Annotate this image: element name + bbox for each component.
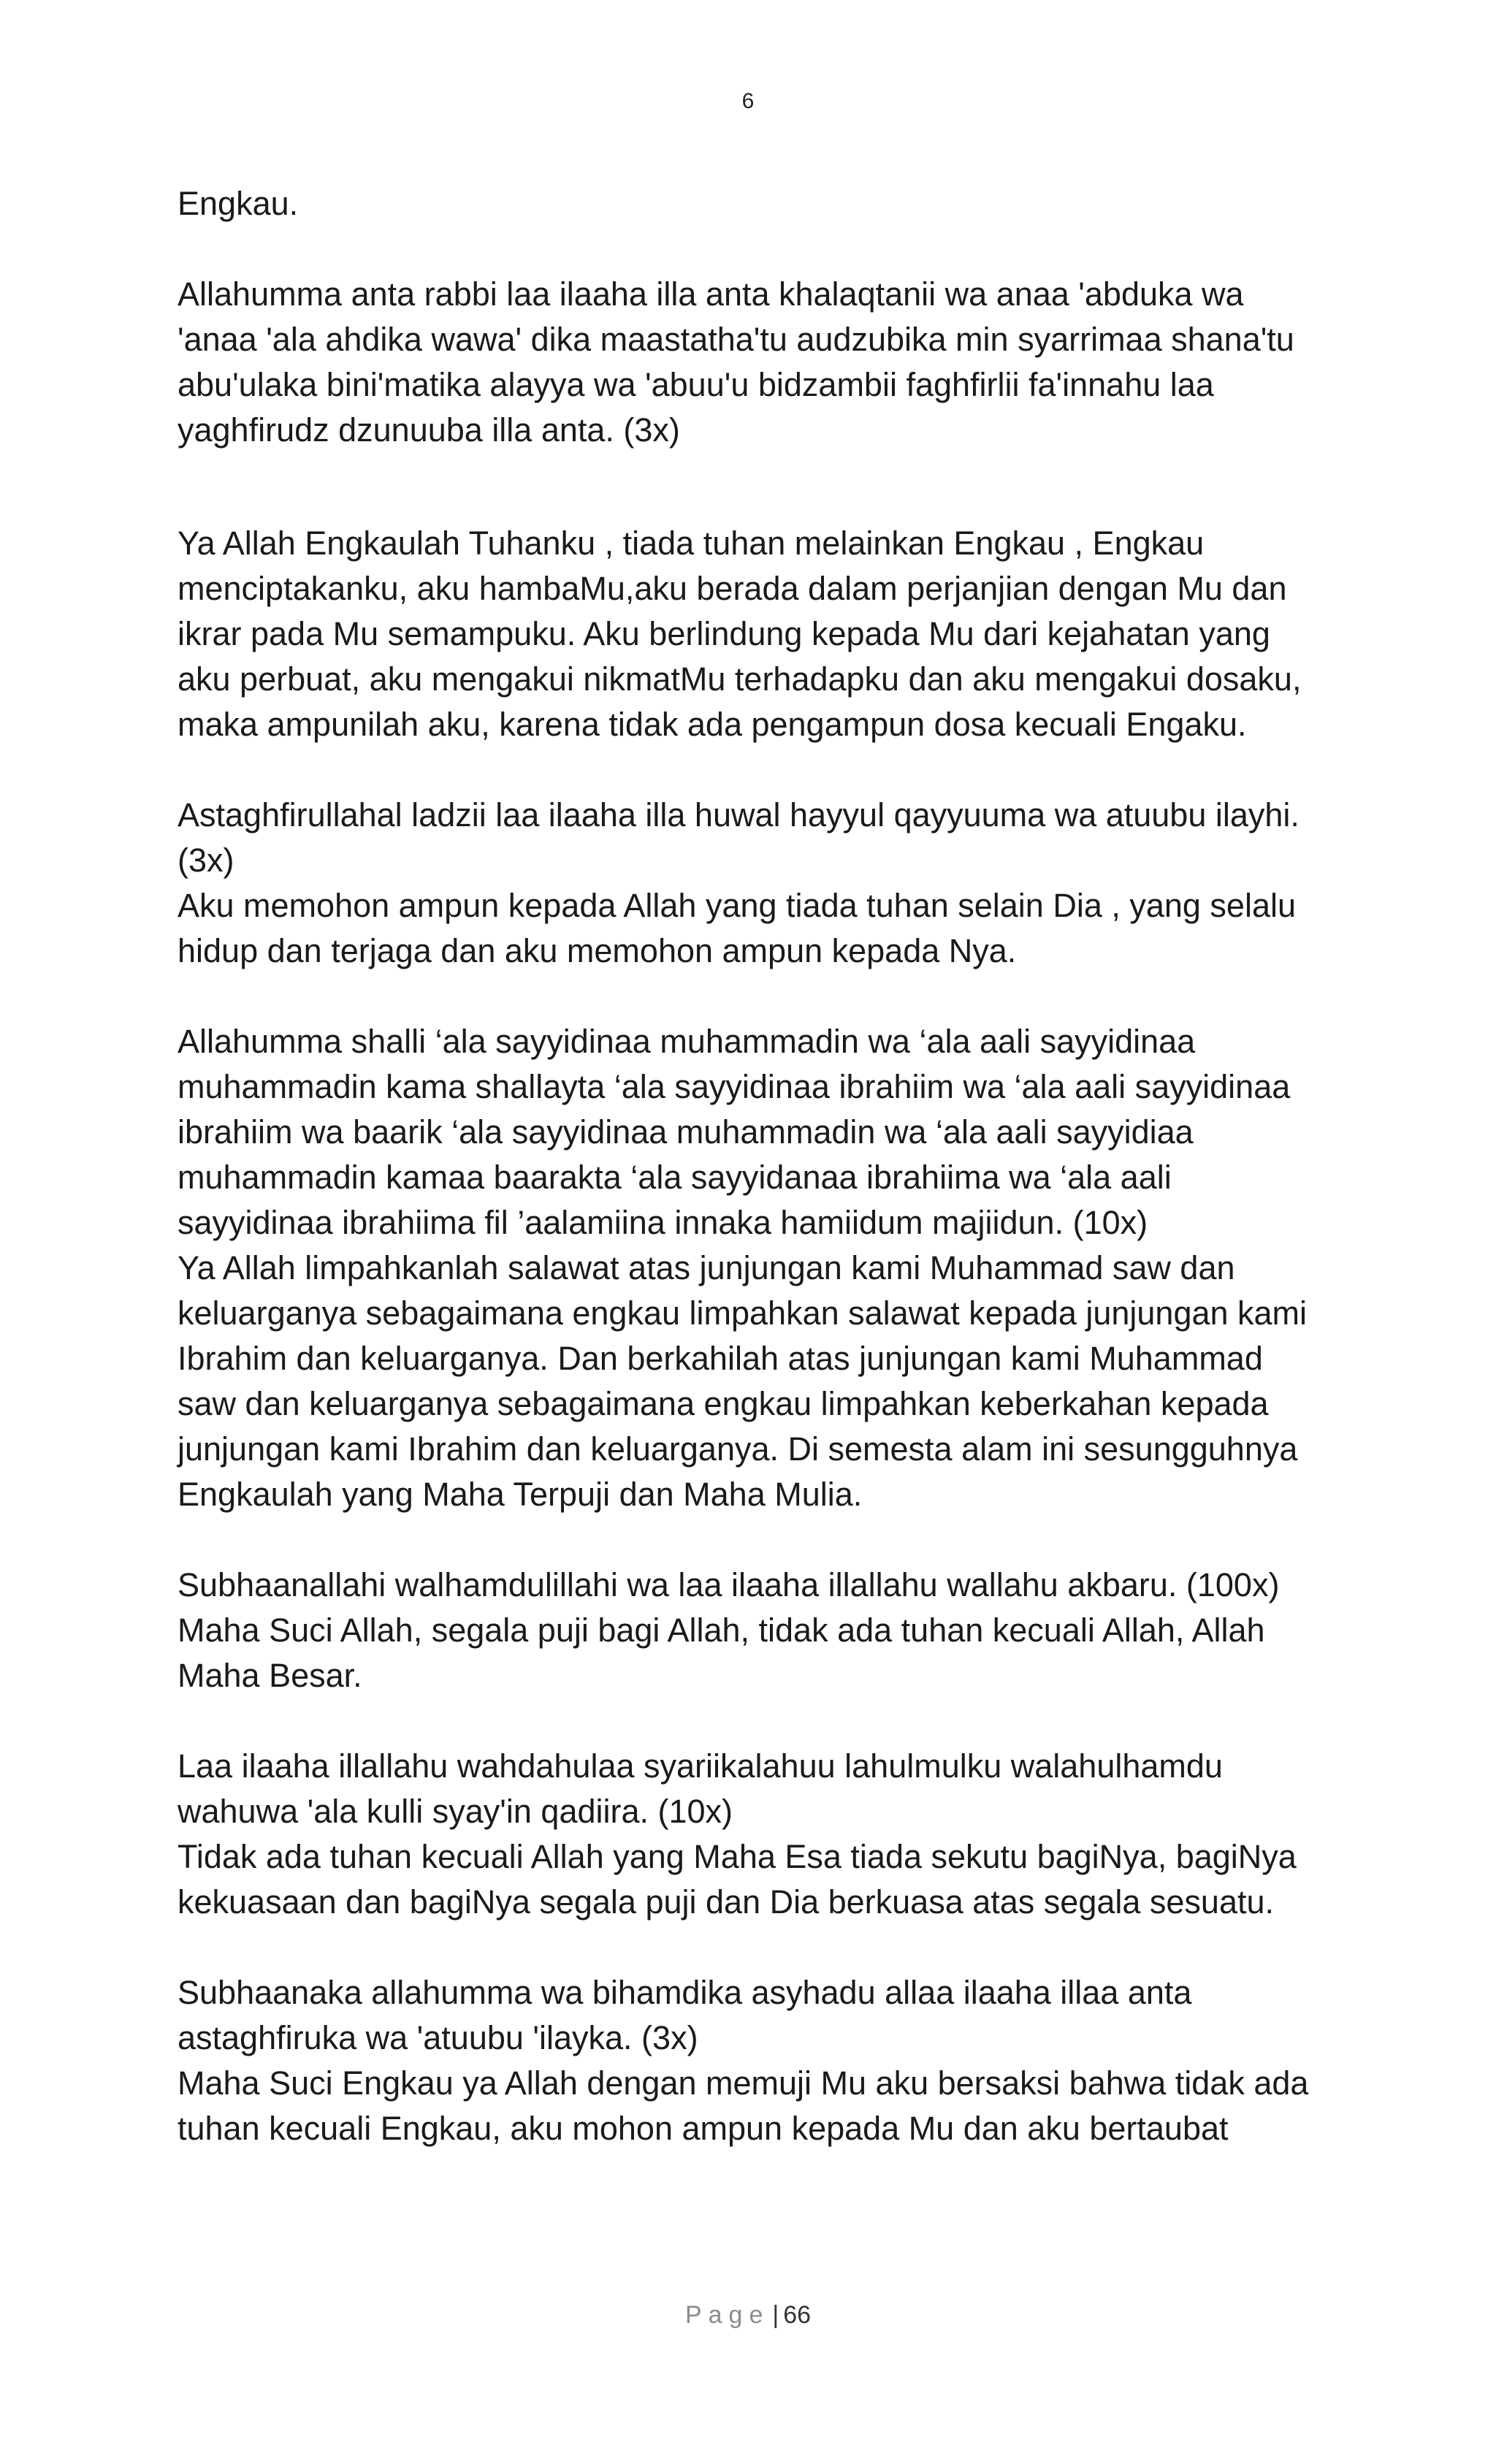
footer-separator: | [772, 2301, 779, 2329]
text-line: aku perbuat, aku mengakui nikmatMu terhadapku dan aku mengakui dosaku, [178, 660, 1302, 698]
text-line: 'anaa 'ala ahdika wawa' dika maastatha'tu audzubika min syarrimaa shana'tu [178, 321, 1294, 358]
paragraph-4 [178, 793, 1375, 974]
text-line: saw dan keluarganya sebagaimana engkau limpahkan keberkahan kepada [178, 1385, 1269, 1422]
text-line: Maha Suci Engkau ya Allah dengan memuji Mu aku bersaksi bahwa tidak ada [178, 2064, 1309, 2102]
text-line: hidup dan terjaga dan aku memohon ampun kepada Nya. [178, 932, 1017, 969]
text-line: Maha Besar. [178, 1657, 362, 1694]
paragraph-7 [178, 1744, 1375, 1925]
text-line: Ya Allah limpahkanlah salawat atas junjungan kami Muhammad saw dan [178, 1249, 1235, 1286]
paragraph-6 [178, 1563, 1375, 1698]
text-line: junjungan kami Ibrahim dan keluarganya. Di semesta alam ini sesungguhnya [178, 1430, 1298, 1468]
text-line: menciptakanku, aku hambaMu,aku berada dalam perjanjian dengan Mu dan [178, 570, 1287, 607]
text-line: ikrar pada Mu semampuku. Aku berlindung kepada Mu dari kejahatan yang [178, 615, 1270, 652]
text-line: Allahumma anta rabbi laa ilaaha illa anta khalaqtanii wa anaa 'abduka wa [178, 275, 1244, 313]
text-line: (3x) [178, 842, 234, 879]
text-line: astaghfiruka wa 'atuubu 'ilayka. (3x) [178, 2019, 698, 2056]
text-line: Subhaanaka allahumma wa bihamdika asyhadu allaa ilaaha illaa anta [178, 1974, 1192, 2011]
paragraph-8 [178, 1970, 1375, 2151]
text-line: Aku memohon ampun kepada Allah yang tiada tuhan selain Dia , yang selalu [178, 887, 1297, 924]
text-line: Engkaulah yang Maha Terpuji dan Maha Mulia. [178, 1476, 863, 1513]
text-line: Allahumma shalli ‘ala sayyidinaa muhammadin wa ‘ala aali sayyidinaa [178, 1023, 1196, 1060]
text-line: abu'ulaka bini'matika alayya wa 'abuu'u bidzambii faghfirlii fa'innahu laa [178, 366, 1214, 403]
text-line: kekuasaan dan bagiNya segala puji dan Dia berkuasa atas segala sesuatu. [178, 1883, 1275, 1921]
text-line: muhammadin kamaa baarakta ‘ala sayyidanaa ibrahiima wa ‘ala aali [178, 1159, 1172, 1196]
text-line: muhammadin kama shallayta ‘ala sayyidinaa ibrahiim wa ‘ala aali sayyidinaa [178, 1068, 1291, 1105]
paragraph-2 [178, 272, 1375, 453]
paragraph-5 [178, 1019, 1375, 1517]
text-line: keluarganya sebagaimana engkau limpahkan salawat kepada junjungan kami [178, 1294, 1308, 1332]
paragraph-1 [178, 181, 1375, 226]
footer-page-label: Page [684, 2301, 770, 2329]
text-line: Astaghfirullahal ladzii laa ilaaha illa huwal hayyul qayyuuma wa atuubu ilayhi. [178, 796, 1300, 834]
text-line: ibrahiim wa baarik ‘ala sayyidinaa muhammadin wa ‘ala aali sayyidiaa [178, 1113, 1194, 1151]
text-line: Ya Allah Engkaulah Tuhanku , tiada tuhan melainkan Engkau , Engkau [178, 525, 1205, 562]
text-line: tuhan kecuali Engkau, aku mohon ampun kepada Mu dan aku bertaubat [178, 2110, 1229, 2147]
text-line: Laa ilaaha illallahu wahdahulaa syariikalahuu lahulmulku walahulhamdu [178, 1747, 1223, 1785]
text-line: yaghfirudz dzunuuba illa anta. (3x) [178, 411, 680, 449]
document-body [178, 181, 1375, 2151]
text-line: Tidak ada tuhan kecuali Allah yang Maha Esa tiada sekutu bagiNya, bagiNya [178, 1838, 1297, 1875]
page-footer [0, 2301, 1496, 2330]
text-line: Ibrahim dan keluarganya. Dan berkahilah atas junjungan kami Muhammad [178, 1340, 1263, 1377]
header-page-number: 6 [741, 89, 755, 113]
footer-page-number: 66 [783, 2301, 812, 2329]
paragraph-3 [178, 521, 1375, 747]
text-line: maka ampunilah aku, karena tidak ada pengampun dosa kecuali Engaku. [178, 706, 1247, 743]
text-line: sayyidinaa ibrahiima fil ’aalamiina innaka hamiidum majiidun. (10x) [178, 1204, 1148, 1241]
text-line: wahuwa 'ala kulli syay'in qadiira. (10x) [178, 1793, 733, 1830]
text-line: Subhaanallahi walhamdulillahi wa laa ilaaha illallahu wallahu akbaru. (100x) [178, 1566, 1280, 1603]
text-line: Maha Suci Allah, segala puji bagi Allah, tidak ada tuhan kecuali Allah, Allah [178, 1611, 1265, 1649]
text-line: Engkau. [178, 185, 299, 222]
